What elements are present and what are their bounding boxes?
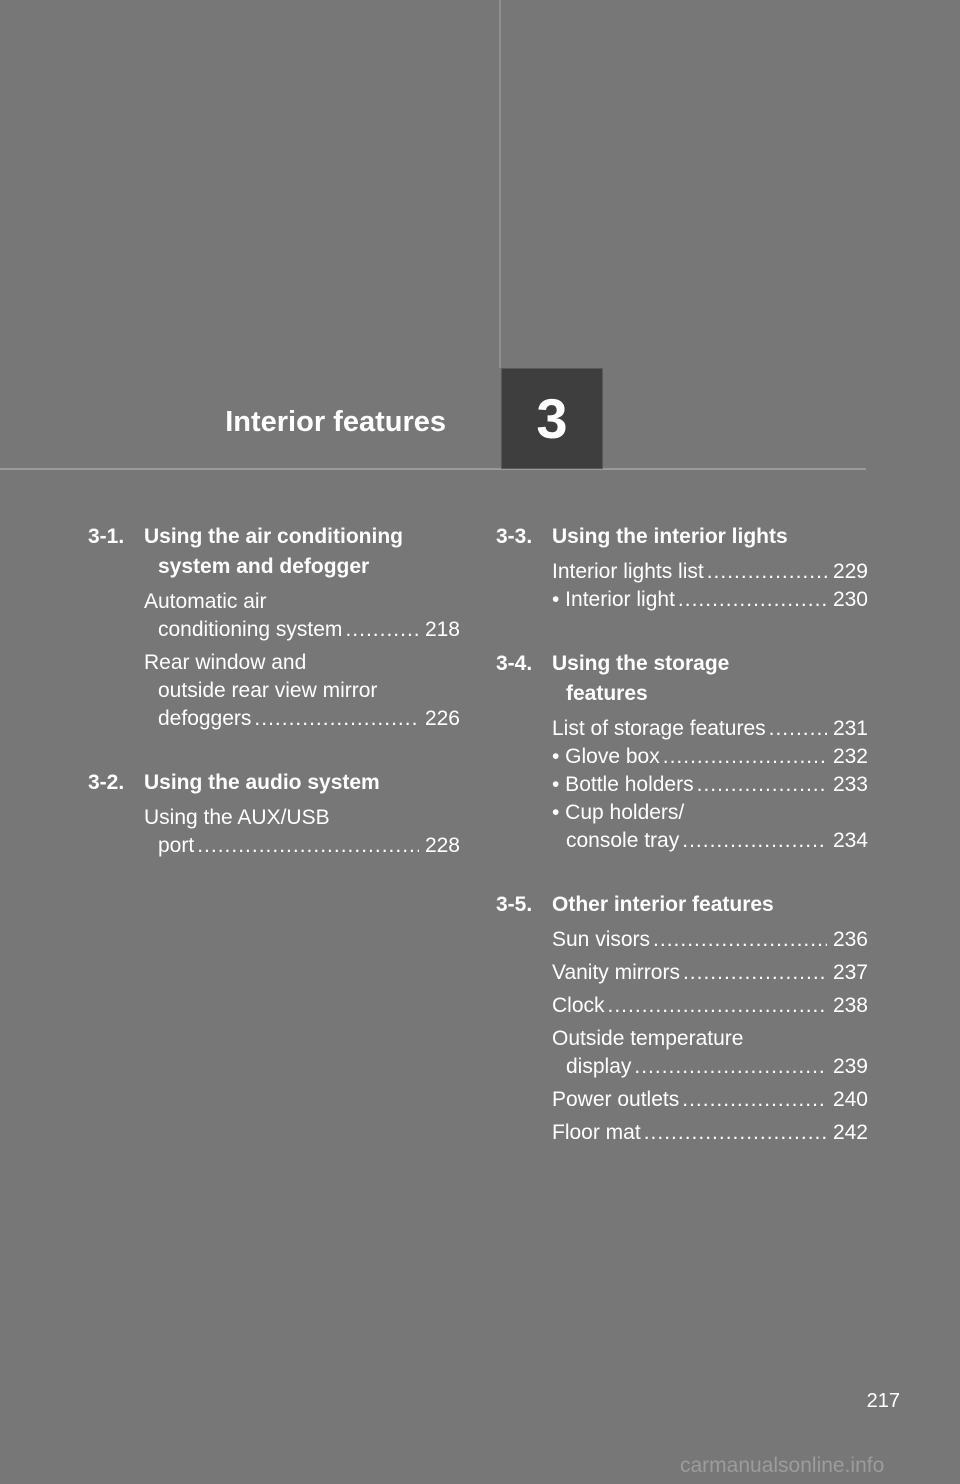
dot-leader (682, 827, 827, 855)
chapter-title: Interior features (225, 406, 446, 438)
toc-entry-interior-light[interactable] (552, 586, 868, 614)
entry-text: Power outlets (552, 1088, 680, 1111)
section-number: 3-3. (496, 525, 533, 548)
toc-entry-clock[interactable] (552, 992, 868, 1020)
entry-text: • Glove box (552, 745, 660, 768)
entry-page: 236 (832, 928, 868, 951)
dot-leader (653, 926, 827, 954)
entry-page: 237 (832, 961, 868, 984)
dot-leader (697, 771, 827, 799)
entry-text: • Interior light (552, 588, 675, 611)
toc-right-column (496, 522, 868, 1152)
section-title: Using the audio system (144, 771, 380, 794)
entry-text: List of storage features (552, 717, 766, 740)
entry-text: Automatic air (144, 590, 267, 613)
entry-page: 229 (832, 560, 868, 583)
entry-text: port (158, 834, 195, 857)
toc-entry-power-outlets[interactable] (552, 1086, 868, 1114)
toc-section-3-4 (496, 649, 868, 855)
entry-page: 240 (832, 1088, 868, 1111)
dot-leader (683, 959, 827, 987)
page-number: 217 (866, 1390, 900, 1412)
dot-leader (682, 1086, 827, 1114)
entry-page: 234 (832, 829, 868, 852)
toc-section-3-3 (496, 522, 868, 614)
header-vertical-rule (499, 0, 501, 368)
toc-entry-list-of-storage-features[interactable] (552, 715, 868, 743)
watermark-text: carmanualsonline.info (680, 1454, 885, 1477)
entry-page: 218 (424, 618, 460, 641)
toc-entry-cup-holders[interactable] (552, 799, 868, 855)
header-horizontal-rule (0, 468, 866, 470)
section-number: 3-4. (496, 652, 533, 675)
entry-text: Sun visors (552, 928, 651, 951)
dot-leader (644, 1119, 827, 1147)
entry-text: conditioning system (158, 618, 343, 641)
entry-page: 239 (832, 1055, 868, 1078)
chapter-number: 3 (536, 387, 568, 450)
section-number: 3-1. (88, 525, 125, 548)
entry-text: Using the AUX/USB (144, 806, 330, 829)
toc-section-3-1 (88, 522, 460, 733)
toc-entry-aux-usb-port[interactable] (144, 804, 460, 860)
entry-text: Interior lights list (552, 560, 704, 583)
entry-text: Floor mat (552, 1121, 641, 1144)
section-heading[interactable] (496, 649, 868, 709)
section-heading[interactable] (88, 522, 460, 582)
entry-text: Clock (552, 994, 605, 1017)
section-number: 3-5. (496, 893, 533, 916)
entry-page: 242 (832, 1121, 868, 1144)
section-title: Other interior features (552, 893, 774, 916)
toc-entry-floor-mat[interactable] (552, 1119, 868, 1147)
toc-section-3-2 (88, 768, 460, 860)
toc-entry-vanity-mirrors[interactable] (552, 959, 868, 987)
toc-entry-interior-lights-list[interactable] (552, 558, 868, 586)
entry-text: • Bottle holders (552, 773, 694, 796)
toc-entry-bottle-holders[interactable] (552, 771, 868, 799)
section-title: Using the air conditioning (144, 525, 403, 548)
entry-text: Rear window and (144, 651, 307, 674)
section-number: 3-2. (88, 771, 125, 794)
entry-page: 230 (832, 588, 868, 611)
entry-text: Vanity mirrors (552, 961, 680, 984)
section-heading[interactable] (496, 522, 868, 552)
toc-entry-sun-visors[interactable] (552, 926, 868, 954)
entry-text: outside rear view mirror (158, 679, 378, 702)
section-title: Using the storage (552, 652, 730, 675)
toc-entry-automatic-air-conditioning[interactable] (144, 588, 460, 644)
toc-entry-defoggers[interactable] (144, 649, 460, 733)
dot-leader (707, 558, 827, 586)
entry-page: 232 (832, 745, 868, 768)
entry-page: 226 (424, 707, 460, 730)
dot-leader (608, 992, 827, 1020)
dot-leader (345, 616, 419, 644)
entry-page: 231 (832, 717, 868, 740)
dot-leader (254, 705, 419, 733)
entry-page: 233 (832, 773, 868, 796)
section-heading[interactable] (88, 768, 460, 798)
entry-page: 228 (424, 834, 460, 857)
section-title: Using the interior lights (552, 525, 788, 548)
toc-left-column (88, 522, 460, 865)
chapter-number-tab (501, 368, 603, 469)
section-title-cont: features (566, 682, 648, 705)
toc-entry-outside-temperature-display[interactable] (552, 1025, 868, 1081)
dot-leader (197, 832, 419, 860)
entry-text: Outside temperature (552, 1027, 744, 1050)
entry-text: defoggers (158, 707, 252, 730)
entry-text: console tray (566, 829, 680, 852)
toc-entry-glove-box[interactable] (552, 743, 868, 771)
section-title-cont: system and defogger (158, 555, 370, 578)
dot-leader (678, 586, 827, 614)
section-heading[interactable] (496, 890, 868, 920)
toc-section-3-5 (496, 890, 868, 1147)
entry-text: • Cup holders/ (552, 801, 685, 824)
entry-page: 238 (832, 994, 868, 1017)
entry-text: display (566, 1055, 632, 1078)
dot-leader (769, 715, 827, 743)
dot-leader (663, 743, 827, 771)
dot-leader (634, 1053, 827, 1081)
